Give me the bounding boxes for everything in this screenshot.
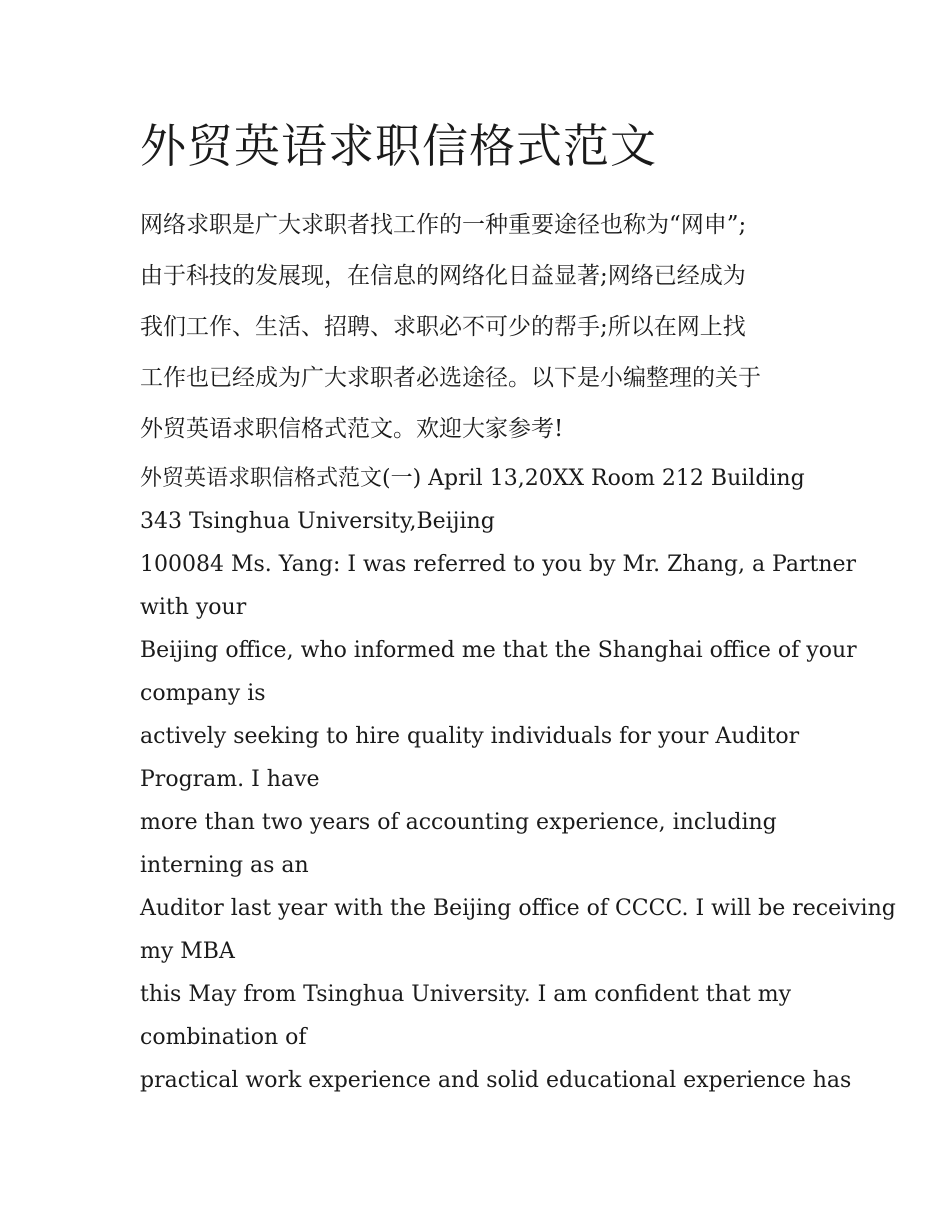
letter-line: 外贸英语求职信格式范文(一) April 13,20XX Room 212 Building	[140, 466, 805, 491]
letter-line: Program. I have	[140, 767, 320, 792]
letter-line: Beijing office, who informed me that the Shanghai office of your	[140, 638, 857, 663]
intro-paragraph	[140, 200, 820, 455]
letter-line: more than two years of accounting experience, including	[140, 810, 777, 835]
letter-line: Auditor last year with the Beijing office of CCCC. I will be receiving	[140, 896, 896, 921]
letter-line: my MBA	[140, 939, 235, 964]
intro-line: 外贸英语求职信格式范文。欢迎大家参考!	[140, 416, 564, 442]
intro-line: 我们工作、生活、招聘、求职必不可少的帮手;所以在网上找	[140, 314, 746, 340]
letter-line: company is	[140, 681, 266, 706]
letter-line: combination of	[140, 1025, 307, 1050]
intro-line: 网络求职是广大求职者找工作的一种重要途径也称为“网申”;	[140, 212, 747, 238]
letter-line: 343 Tsinghua University,Beijing	[140, 509, 495, 534]
intro-line: 由于科技的发展现，在信息的网络化日益显著;网络已经成为	[140, 263, 746, 289]
letter-line: this May from Tsinghua University. I am confident that my	[140, 982, 792, 1007]
letter-line: 100084 Ms. Yang: I was referred to you by Mr. Zhang, a Partner	[140, 552, 857, 577]
intro-line: 工作也已经成为广大求职者必选途径。以下是小编整理的关于	[140, 365, 761, 391]
page-title: 外贸英语求职信格式范文	[140, 119, 657, 173]
letter-line: actively seeking to hire quality individuals for your Auditor	[140, 724, 800, 749]
letter-line: practical work experience and solid educational experience has	[140, 1068, 852, 1093]
letter-line: with your	[140, 595, 247, 620]
letter-line: interning as an	[140, 853, 309, 878]
letter-body	[140, 457, 896, 1102]
document-page	[140, 112, 896, 1102]
